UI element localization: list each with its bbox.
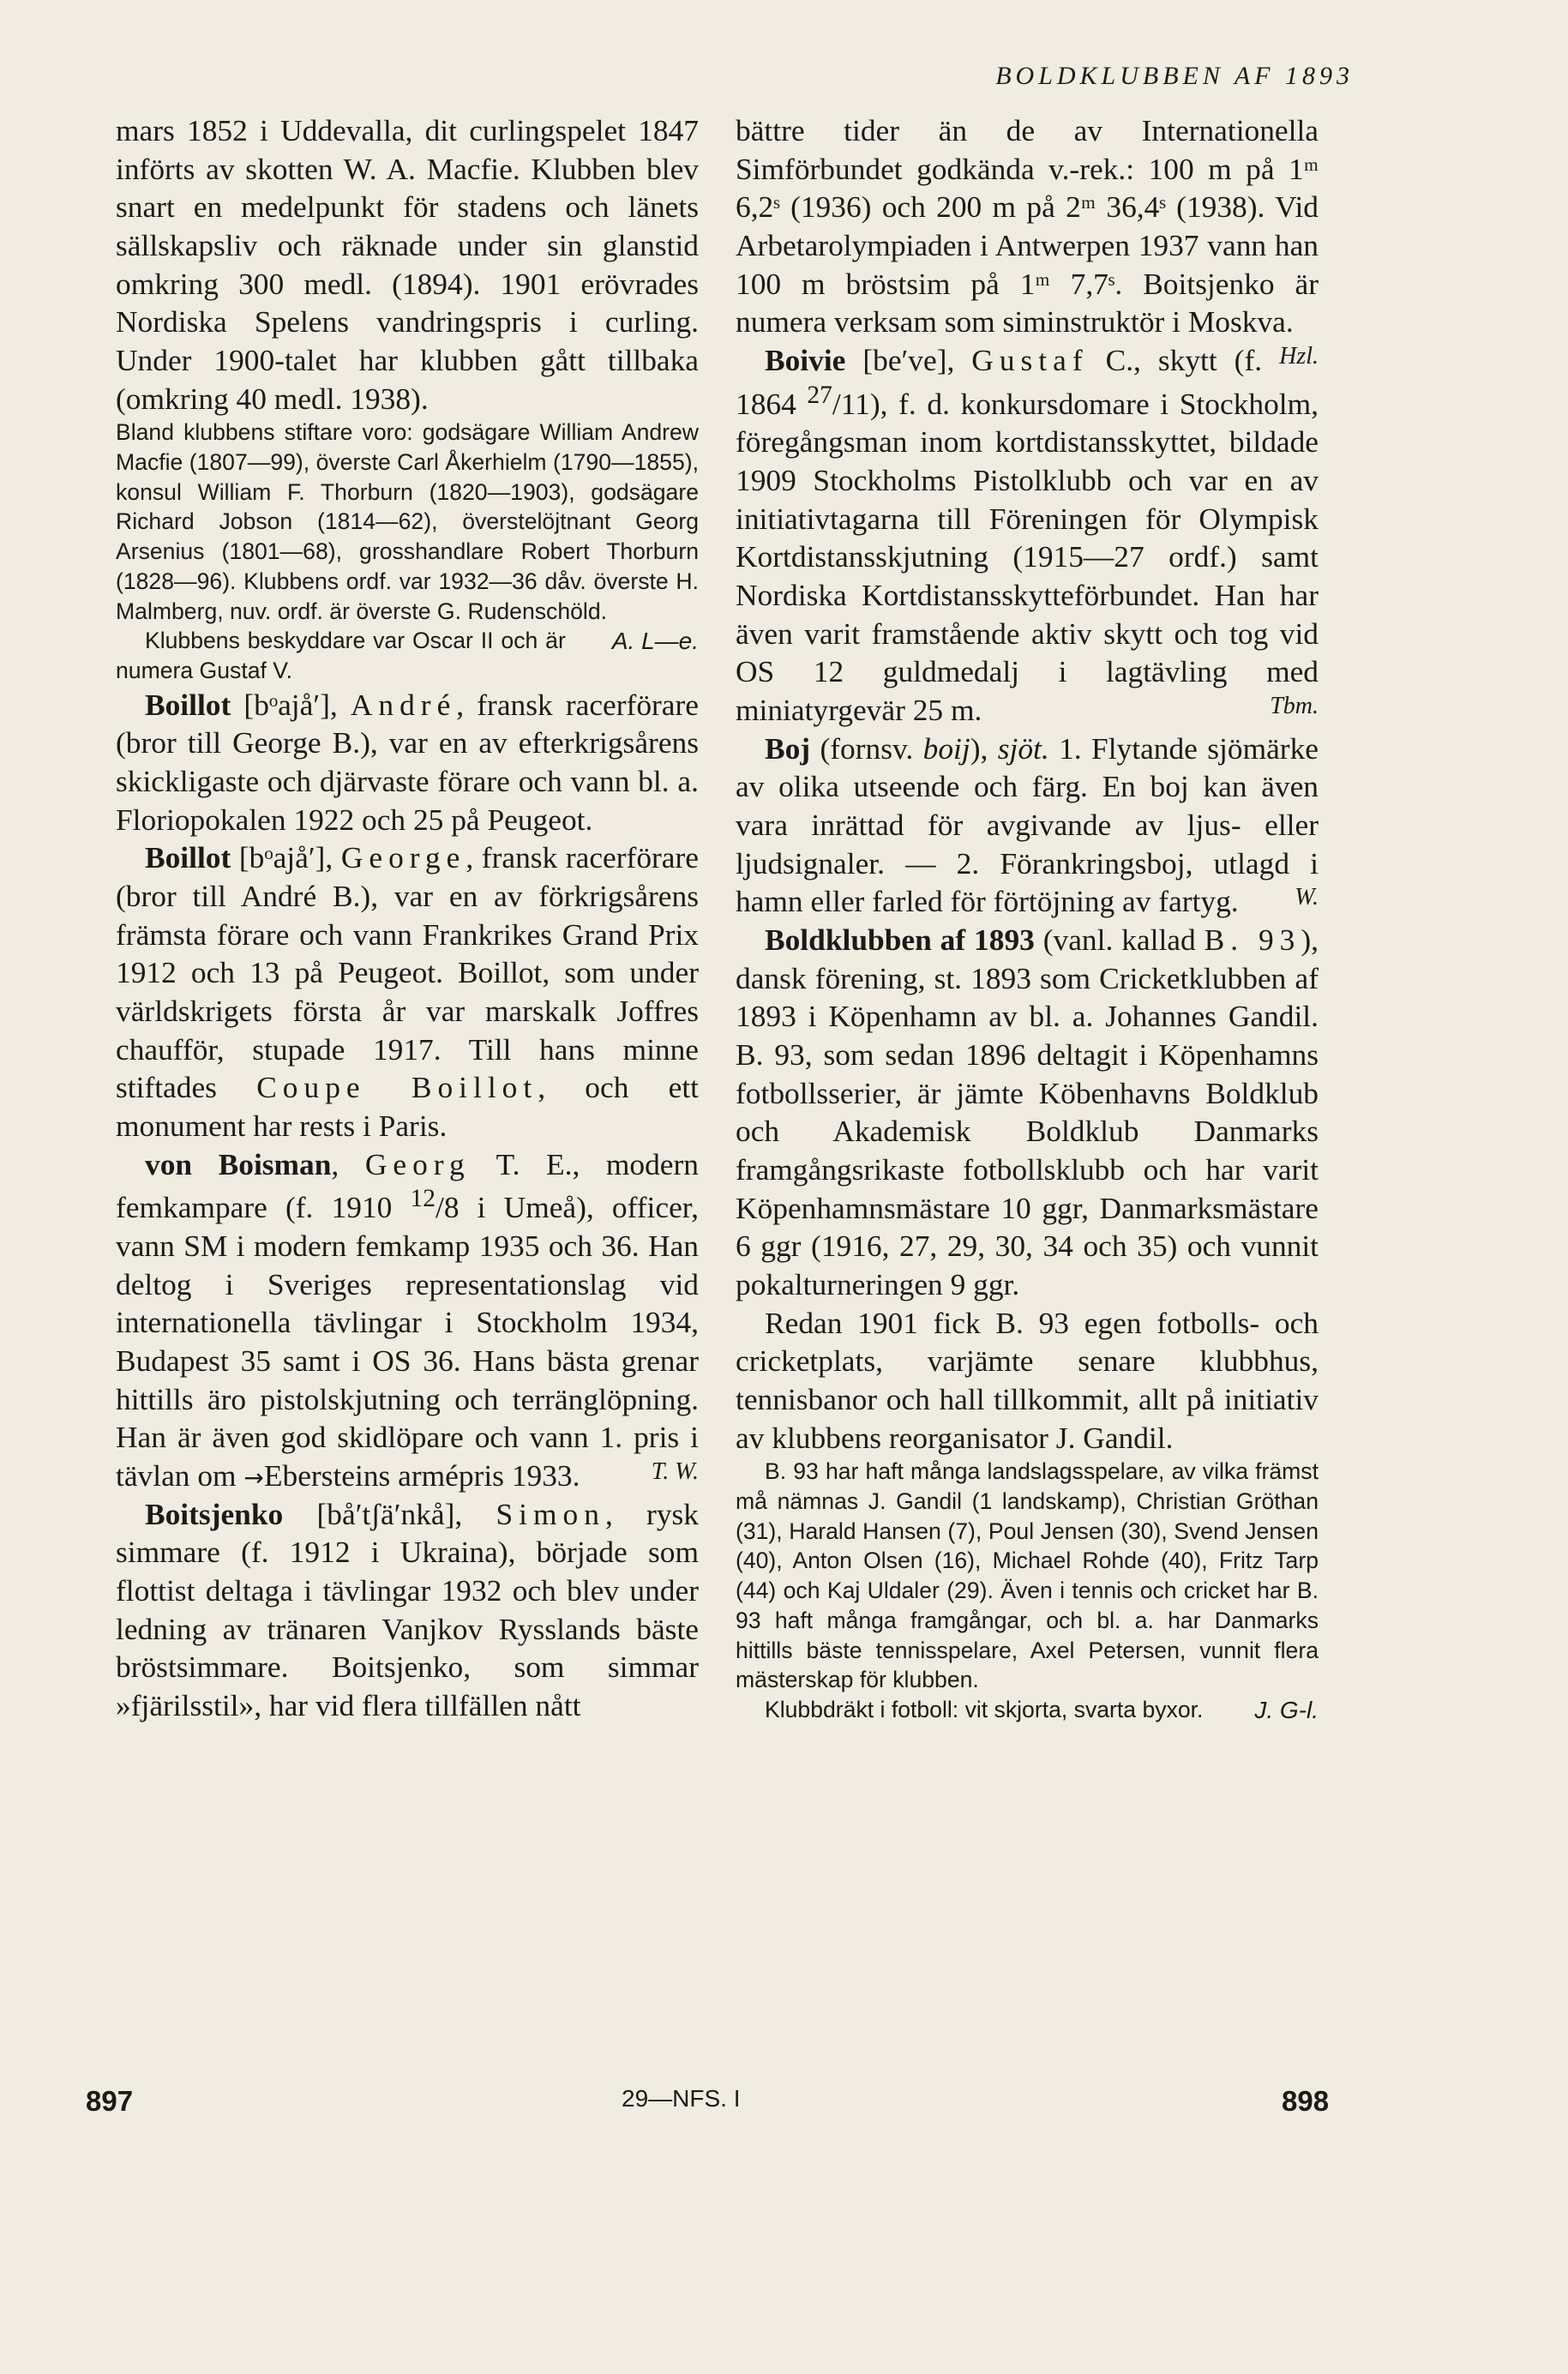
- author-signature: A. L—e.: [611, 628, 699, 655]
- note-founders: Bland klubbens stiftare voro: godsägare William Andrew Macfie (1807—99), överste Carl Åkerhielm (1790—1855), konsul William F. Thorburn (1820—1903), godsägare Richard Jobson (1814—62), överstelöjtnant Georg Arsenius (1801—68), grosshandlare Robert Thorburn (1828—96). Klubbens ordf. var 1932—36 dåv. överste H. Malmberg, nuv. ordf. är överste G. Rudenschöld.: [116, 419, 699, 624]
- given-name: Gustaf: [971, 343, 1089, 378]
- entry-boisman: von Boisman, Georg T. E., modern femkampare (f. 1910 $^{12}$/8 i Umeå), officer, vann SM i modern femkamp 1935 och 36. Han deltog i Sveriges representationslag vid internationella tävlingar i Stockholm 1934, Budapest 35 samt i OS 36. Hans bästa grenar hittills äro pistolskjutning och terränglöpning. Han är även god skidlöpare och vann 1. pris i tävlan om →Ebersteins armépris 1933. T. W.: [116, 1146, 699, 1493]
- note-players: B. 93 har haft många landslagsspelare, av vilka främst må nämnas J. Gandil (1 landskamp), Christian Gröthan (31), Harald Hansen (7), Poul Jensen (30), Svend Jensen (40), Anton Olsen (16), Michael Rohde (40), Fritz Tarp (44) och Kaj Uldaler (29). Även i tennis och cricket har B. 93 haft många framgångar, och bl. a. har Danmarks hittills bäste tennisspelare, Axel Petersen, vunnit flera mästerskap för klubben.: [736, 1458, 1319, 1693]
- page-number-left: 897: [86, 2085, 134, 2117]
- note-patrons: A. L—e. Klubbens beskyddare var Oscar II och är numera Gustaf V.: [116, 628, 699, 683]
- entry-boillot-george: Boillot [bᵒajå′], George, fransk racerförare (bror till André B.), var en av förkrigsårens främsta förare och vann Frankrikes Grand Prix 1912 och 13 på Peugeot. Boillot, som under världskrigets första år var marskalk Joffres chaufför, stupade 1917. Till hans minne stiftades Coupe Boillot, och ett monument har rests i Paris.: [116, 840, 700, 1144]
- headword: Boldklubben af 1893: [765, 922, 1035, 957]
- right-column: [736, 111, 1319, 1726]
- author-signature: T. W.: [651, 1457, 699, 1485]
- given-name: André: [350, 687, 457, 722]
- headword: Boivie: [765, 343, 846, 378]
- given-name: Georg: [364, 1146, 471, 1181]
- entry-boldklubben: Boldklubben af 1893 (vanl. kallad B. 93), dansk förening, st. 1893 som Cricketklubben af 1893 i Köpenhamn av bl. a. Johannes Gandil. B. 93, som sedan 1896 deltagit i Köpenhamns fotbollsserier, är jämte Köbenhavns Boldklub och Akademisk Boldklub Danmarks framgångsrikaste fotbollsklubb och har varit Köpenhamnsmästare 10 ggr, Danmarksmästare 6 ggr (1916, 27, 29, 30, 34 och 35) och vunnit pokalturneringen 9 ggr.: [736, 922, 1319, 1301]
- author-signature: Hzl.: [1279, 343, 1319, 370]
- page-number-right: 898: [1282, 2085, 1330, 2117]
- entry-boivie: Boivie [be′ve], Gustaf C., skytt (f. 1864 $^{27}$/11), f. d. konkursdomare i Stockholm, föregångsman inom kortdistansskyttet, bildade 1909 Stockholms Pistolklubb och var en av initiativtagarna till Föreningen för Olympisk Kortdistansskjutning (1915—27 ordf.) samt Nordiska Kortdistansskytteförbundet. Han har även varit framstående aktiv skytt och tog vid OS 12 guldmedalj i lagtävling med miniatyrgevär 25 m. Tbm.: [736, 343, 1319, 727]
- author-signature: J. G-l.: [1254, 1696, 1319, 1723]
- left-column: [116, 111, 699, 1725]
- entry-boj: Boj (fornsv. boij), sjöt. 1. Flytande sjömärke av olika utseende och färg. En boj kan även vara inrättad för avgivande av ljus- eller ljudsignaler. — 2. Förankringsboj, utlagd i hamn eller farled för förtöjning av fartyg. W.: [736, 730, 1319, 919]
- headword: Boitsjenko: [145, 1496, 284, 1531]
- given-name: Simon: [496, 1496, 605, 1531]
- headword: Boj: [765, 730, 811, 766]
- headword: Boillot: [145, 840, 231, 875]
- entry-continuation-curling: mars 1852 i Uddevalla, dit curlingspelet 1847 införts av skotten W. A. Macfie. Klubben blev snart en medelpunkt för stadens och länets sällskapsliv och räknade under sin glanstid omkring 300 medl. (1894). 1901 erövrades Nordiska Spelens vandringspris i curling. Under 1900-talet har klubben gått tillbaka (omkring 40 medl. 1938).: [116, 113, 699, 416]
- headword: von Boisman: [145, 1146, 332, 1181]
- given-name: George: [340, 840, 466, 875]
- running-head: BOLDKLUBBEN AF 1893: [995, 62, 1354, 90]
- headword: Boillot: [145, 687, 231, 722]
- paragraph-redan: Redan 1901 fick B. 93 egen fotbolls- och cricketplats, varjämte senare klubbhus, tennisbanor och hall tillkommit, allt på initiativ av klubbens reorganisator J. Gandil.: [736, 1305, 1319, 1455]
- cup-name: Coupe Boillot: [256, 1070, 538, 1105]
- cross-reference-arrow-icon: →: [243, 1463, 264, 1492]
- author-signature: Tbm.: [1270, 692, 1319, 719]
- author-signature: W.: [1295, 884, 1319, 911]
- entry-continuation-boitsjenko: bättre tider än de av Internationella Simförbundet godkända v.-rek.: 100 m på 1ᵐ 6,2ˢ (1936) och 200 m på 2ᵐ 36,4ˢ (1938). Vid Arbetarolympiaden i Antwerpen 1937 vann han 100 m bröstsim på 1ᵐ 7,7ˢ. Boitsjenko är numera verksam som siminstruktör i Moskva. Hzl.: [736, 111, 1319, 341]
- note-kit: Klubbdräkt i fotboll: vit skjorta, svarta byxor. J. G-l.: [736, 1695, 1319, 1725]
- abbreviation: B. 93: [1204, 922, 1301, 957]
- entry-boillot-andre: Boillot [bᵒajå′], André, fransk racerförare (bror till George B.), var en av efterkrigsårens skickligaste och djärvaste förare och vann bl. a. Floriopokalen 1922 och 25 på Peugeot.: [116, 687, 699, 837]
- entry-boitsjenko: Boitsjenko [bå′tʃä′nkå], Simon, rysk simmare (f. 1912 i Ukraina), började som flottist deltaga i tävlingar 1932 och blev under ledning av tränaren Vanjkov Rysslands bäste bröstsimmare. Boitsjenko, som simmar »fjärilsstil», har vid flera tillfällen nått: [116, 1496, 699, 1722]
- printer-signature: 29—NFS. I: [622, 2085, 741, 2112]
